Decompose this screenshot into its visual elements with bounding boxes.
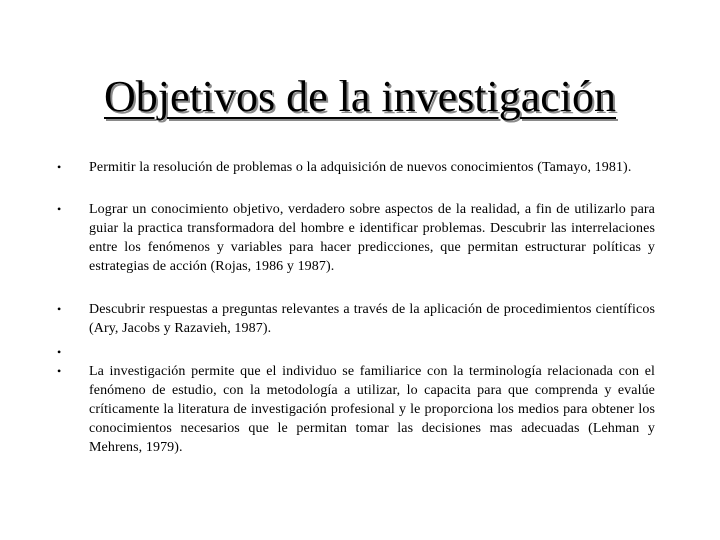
bullet-item-empty	[0, 343, 720, 362]
bullet-dot-icon: •	[57, 345, 62, 359]
bullet-dot-icon: •	[57, 160, 62, 174]
bullet-list	[0, 158, 720, 457]
bullet-text-5: La investigación permite que el individuo se familiarice con la terminología relacionada con el fenómeno de estudio, con la metodología a utilizar, lo capacita para que comprenda y evalúe críticamente la literatura de investigación profesional y le proporciona los medios para obtener los conocimientos necesarios que le permitan tomar las decisiones mas adecuadas (Lehman y Mehrens, 1979).	[89, 364, 655, 455]
bullet-dot-icon: •	[57, 364, 62, 378]
bullet-item-1	[0, 158, 720, 177]
bullet-text-1: Permitir la resolución de problemas o la adquisición de nuevos conocimientos (Tamayo, 1981).	[89, 160, 632, 175]
slide-title-text: Objetivos de la investigación	[104, 72, 616, 121]
bullet-item-2	[0, 200, 720, 276]
bullet-dot-icon: •	[57, 202, 62, 216]
bullet-text-3: Descubrir respuestas a preguntas relevantes a través de la aplicación de procedimientos científicos (Ary, Jacobs y Razavieh, 1987).	[89, 302, 655, 336]
bullet-item-3	[0, 300, 720, 338]
bullet-text-2: Lograr un conocimiento objetivo, verdadero sobre aspectos de la realidad, a fin de utilizarlo para guiar la practica transformadora del hombre e identificar problemas. Descubrir las interrelaciones entre los fenómenos y variables para hacer predicciones, que permitan estructurar políticas y estrategias de acción (Rojas, 1986 y 1987).	[89, 202, 655, 274]
bullet-item-5	[0, 362, 720, 457]
slide-title	[0, 70, 720, 124]
bullet-dot-icon: •	[57, 302, 62, 316]
